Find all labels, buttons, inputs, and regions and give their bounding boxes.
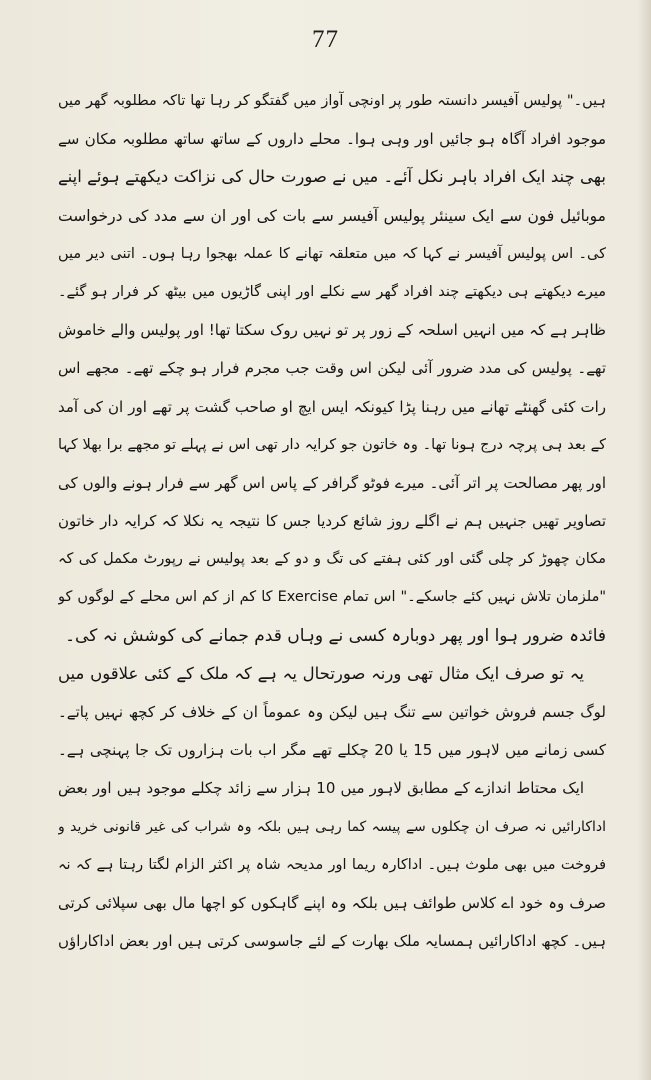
text-line: لوگ جسم فروش خواتین سے تنگ ہیں لیکن وہ عموماً ان کے خلاف کر کچھ نہیں پاتے۔ [58, 703, 606, 721]
text-line: یہ تو صرف ایک مثال تھی ورنہ صورتحال یہ ہے کہ ملک کے کئی علاقوں میں [58, 663, 584, 683]
text-line: ہیں۔" پولیس آفیسر دانستہ طور پر اونچی آواز میں گفتگو کر رہا تھا تاکہ مطلوبہ گھر میں [58, 93, 606, 109]
text-line: صرف وہ خود اے کلاس طوائف ہیں بلکہ وہ اپنے گاہکوں کو اچھا مال بھی سپلائی کرتی [58, 893, 606, 912]
text-line: تصاویر تھیں جنہیں ہم نے اگلے روز شائع کردیا جس کا نتیجہ یہ نکلا کہ کرایہ دار خاتون [58, 512, 606, 531]
text-line: فروخت میں بھی ملوث ہیں۔ اداکارہ ریما اور مدیحہ شاہ پر اکثر الزام لگتا رہتا ہے کہ نہ [58, 856, 606, 873]
text-line: فائدہ ضرور ہوا اور پھر دوبارہ کسی نے وہاں قدم جمانے کی کوشش نہ کی۔ [65, 625, 606, 646]
text-line: "ملزمان تلاش نہیں کئے جاسکے۔" اس تمام Exercise کا کم از کم اس محلے کے لوگوں کو [58, 589, 606, 606]
text-line: اداکارائیں نہ صرف ان چکلوں سے پیسہ کما رہی ہیں بلکہ وہ شراب کی غیر قانونی خرید و [58, 818, 606, 835]
text-line: ظاہر ہے کہ میں انہیں اسلحہ کے زور پر تو نہیں روک سکتا تھا! اور پولیس والے خاموش [58, 321, 606, 340]
text-line: موجود افراد آگاہ ہو جائیں اور وہی ہوا۔ محلے داروں کے ساتھ ساتھ مطلوبہ مکان سے [58, 130, 606, 149]
text-line: موبائیل فون سے ایک سینئر پولیس آفیسر سے بات کی اور ان سے مدد کی درخواست [58, 206, 606, 225]
text-line: اور پھر مصالحت پر اتر آئی۔ میرے فوٹو گرافر کے پاس اس گھر سے فرار ہونے والوں کی [58, 473, 606, 492]
body-text [58, 82, 606, 960]
text-line: ہیں۔ کچھ اداکارائیں ہمسایہ ملک بھارت کے لئے جاسوسی کرتی ہیں اور بعض اداکاراؤں [58, 932, 606, 951]
text-line: کے بعد ہی پرچہ درج ہونا تھا۔ وہ خاتون جو کرایہ دار تھی اس نے پہلے تو مجھے برا بھلا کہا [58, 436, 606, 453]
page-number: 77 [312, 26, 339, 53]
text-line: تھے۔ پولیس کی مدد ضرور آئی لیکن اس وقت جب مجرم فرار ہو چکے تھے۔ مجھے اس [58, 359, 606, 378]
text-line: ایک محتاط اندازے کے مطابق لاہور میں 10 ہزار سے زائد چکلے موجود ہیں اور بعض [58, 779, 584, 798]
text-line: کی۔ اس پولیس آفیسر نے کہا کہ میں متعلقہ تھانے کا عملہ بھجوا رہا ہوں۔ اتنی دیر میں [58, 245, 606, 262]
text-line: رات کئی گھنٹے تھانے میں رہنا پڑا کیونکہ ایس ایچ او صاحب گشت پر تھے اور ان کی آمد [58, 397, 606, 416]
text-line: مکان چھوڑ کر چلی گئی اور کئی ہفتے کی تگ و دو کے بعد پولیس نے رپورٹ مکمل کی کہ [58, 551, 606, 568]
text-line: کسی زمانے میں لاہور میں 15 یا 20 چکلے تھے مگر اب بات ہزاروں تک جا پہنچی ہے۔ [58, 741, 606, 760]
text-line: میرے دیکھتے ہی دیکھتے چند افراد گھر سے نکلے اور اپنی گاڑیوں میں بیٹھ کر فرار ہو گئے۔ [58, 283, 606, 300]
text-line: بھی چند ایک افراد باہر نکل آئے۔ میں نے صورت حال کی نزاکت دیکھتے ہوئے اپنے [58, 167, 606, 187]
